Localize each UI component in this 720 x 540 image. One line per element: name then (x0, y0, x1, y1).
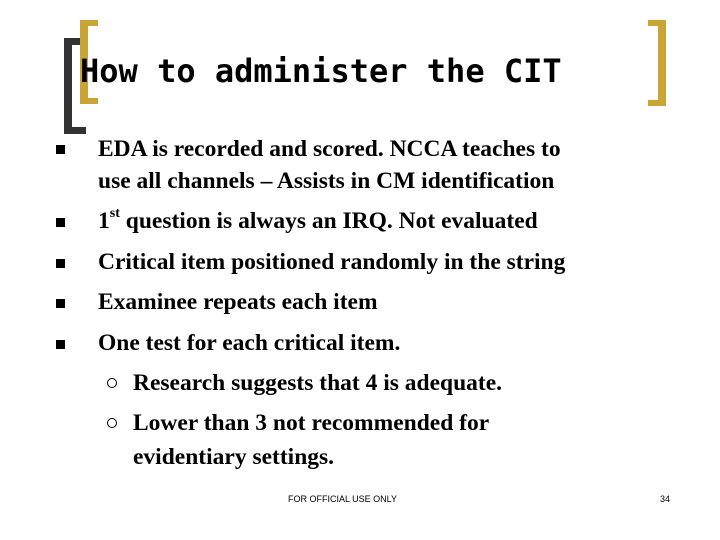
bracket-cap-bottom (80, 98, 98, 104)
bracket-bar (658, 20, 666, 106)
square-bullet-icon (56, 259, 65, 268)
square-bullet-icon (56, 145, 65, 154)
page-number: 34 (660, 494, 671, 504)
bullet-2-superscript: st (109, 206, 120, 222)
bullet-2-prefix: 1 (98, 208, 110, 234)
bracket-cap-bottom (648, 100, 666, 106)
slide-title: How to administer the CIT (80, 52, 562, 90)
bracket-cap-bottom (64, 127, 86, 134)
bullet-2-line-1 (98, 207, 538, 235)
bracket-bar (64, 38, 72, 134)
circle-bullet-icon (107, 418, 117, 428)
bullet-1-line-2: use all channels – Assists in CM identification (98, 168, 555, 194)
square-bullet-icon (56, 340, 65, 349)
bullet-3-line-1: Critical item positioned randomly in the string (98, 249, 566, 275)
sub-bullet-2-line-1: Lower than 3 not recommended for (133, 410, 490, 436)
square-bullet-icon (56, 218, 65, 227)
sub-bullet-1-line-1: Research suggests that 4 is adequate. (133, 370, 503, 396)
sub-bullet-2-line-2: evidentiary settings. (133, 444, 335, 470)
bracket-cap-top (80, 20, 98, 26)
bullet-5-line-1: One test for each critical item. (98, 330, 401, 356)
bracket-cap-top (648, 20, 666, 26)
bullet-2-text: question is always an IRQ. Not evaluated (119, 208, 538, 234)
footer-text: FOR OFFICIAL USE ONLY (288, 494, 398, 504)
circle-bullet-icon (107, 378, 117, 388)
square-bullet-icon (56, 299, 65, 308)
bullet-1-line-1: EDA is recorded and scored. NCCA teaches to (98, 136, 561, 162)
bullet-4-line-1: Examinee repeats each item (98, 289, 378, 315)
